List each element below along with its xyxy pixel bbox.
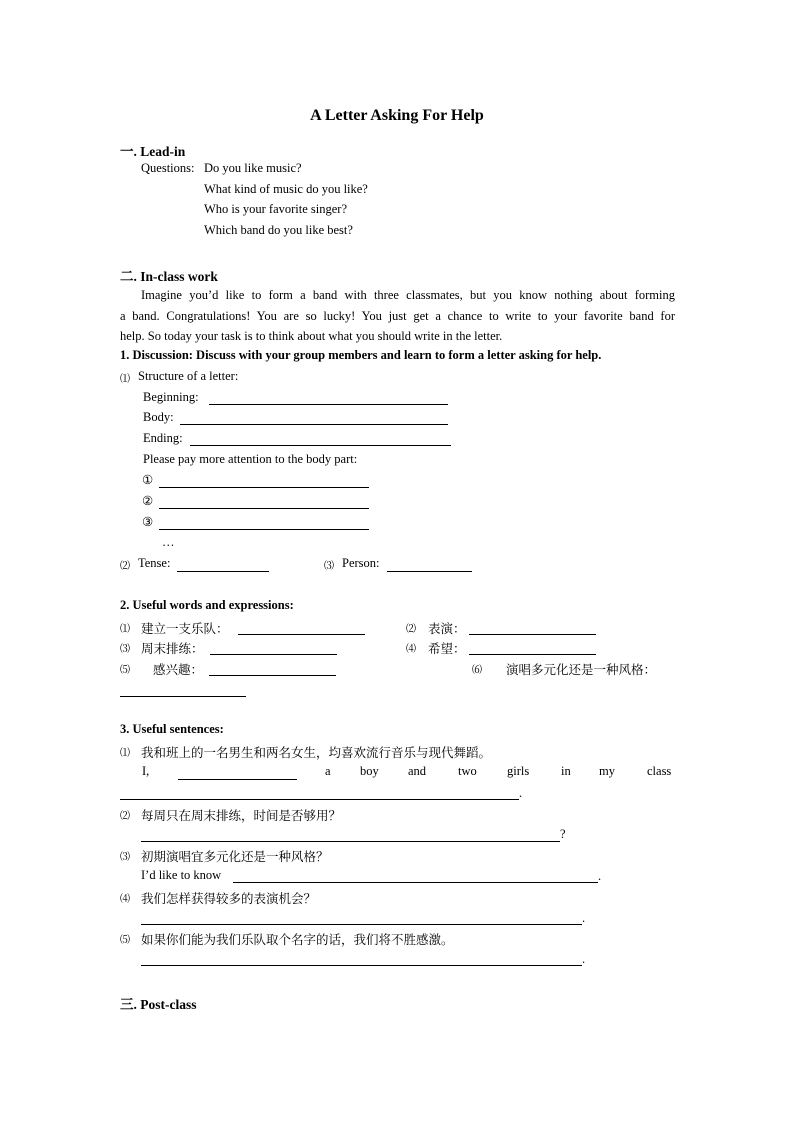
sentence-2-blank[interactable] (141, 841, 560, 842)
word-5-num: ⑸ (120, 665, 130, 676)
structure-label: Structure of a letter: (138, 369, 239, 383)
ending-label: Ending: (143, 431, 183, 445)
point-2-blank[interactable] (159, 508, 369, 509)
sentence-5-period: . (582, 952, 586, 966)
sub1-num: ⑴ (120, 374, 130, 385)
word-4-num: ⑷ (406, 644, 416, 655)
intro-line-3: help. So today your task is to think about what you should write in the letter. (120, 329, 503, 343)
intro-line-2: a band. Congratulations! You are so lucky! You just get a chance to write to your favorite band for (120, 308, 675, 323)
s1-word-two: two (458, 764, 477, 778)
person-label: Person: (342, 556, 380, 570)
person-num: ⑶ (324, 561, 334, 572)
word-1-num: ⑴ (120, 624, 130, 635)
sentence-2-num: ⑵ (120, 811, 130, 822)
sentence-2-text: 每周只在周末排练，时间是否够用？ (141, 809, 342, 823)
word-3-blank[interactable] (210, 654, 337, 655)
lead-in-heading: 一. Lead-in (120, 144, 186, 159)
point-1-blank[interactable] (159, 487, 369, 488)
s1-word-class: class (647, 764, 672, 778)
s1-word-my: my (599, 764, 615, 778)
questions-label: Questions: (141, 161, 195, 175)
sentence-3-blank[interactable] (233, 882, 598, 883)
word-3-label: 周末排练： (141, 642, 204, 656)
question-2: What kind of music do you like? (204, 182, 368, 196)
point-1-marker: ① (142, 473, 154, 487)
s1-word-boy: boy (360, 764, 379, 778)
word-2-label: 表演： (428, 622, 466, 636)
word-4-label: 希望： (428, 642, 466, 656)
sentence-2-question-mark: ? (560, 827, 566, 841)
sentence-3-prefix: I’d like to know (141, 868, 222, 882)
word-6-blank[interactable] (120, 696, 246, 697)
s1-word-i: I, (142, 764, 150, 778)
sentence-4-blank[interactable] (141, 924, 582, 925)
s1-word-in: in (561, 764, 571, 778)
s1-word-girls: girls (507, 764, 530, 778)
question-4: Which band do you like best? (204, 223, 353, 237)
sentence-1-num: ⑴ (120, 748, 130, 759)
sentence-1-blank-b[interactable] (120, 799, 519, 800)
beginning-label: Beginning: (143, 390, 199, 404)
intro-paragraph (120, 285, 675, 347)
tense-num: ⑵ (120, 561, 130, 572)
sentence-3-num: ⑶ (120, 852, 130, 863)
ending-blank[interactable] (190, 445, 451, 446)
beginning-blank[interactable] (209, 404, 448, 405)
page-title: A Letter Asking For Help (310, 107, 484, 124)
question-3: Who is your favorite singer? (204, 202, 348, 216)
s1-word-and: and (408, 764, 427, 778)
word-1-blank[interactable] (238, 634, 365, 635)
ellipsis: … (162, 535, 177, 549)
point-2-marker: ② (142, 494, 154, 508)
sentence-3-period: . (598, 869, 602, 883)
sentence-4-num: ⑷ (120, 894, 130, 905)
word-4-blank[interactable] (469, 654, 596, 655)
tense-label: Tense: (138, 556, 171, 570)
task1-heading: 1. Discussion: Discuss with your group members and learn to form a letter asking for help. (120, 348, 602, 362)
word-1-label: 建立一支乐队： (141, 622, 229, 636)
point-3-marker: ③ (142, 515, 154, 529)
sentence-5-blank[interactable] (141, 965, 582, 966)
body-blank[interactable] (180, 424, 448, 425)
sentence-3-text: 初期演唱宜多元化还是一种风格？ (141, 850, 329, 864)
task2-heading: 2. Useful words and expressions: (120, 598, 294, 612)
sentence-1-blank-a[interactable] (178, 779, 297, 780)
body-label: Body: (143, 410, 174, 424)
in-class-heading: 二. In-class work (120, 269, 218, 284)
person-blank[interactable] (387, 571, 472, 572)
word-3-num: ⑶ (120, 644, 130, 655)
post-class-heading: 三. Post-class (120, 997, 197, 1012)
task3-heading: 3. Useful sentences: (120, 722, 224, 736)
word-5-label: 感兴趣： (153, 663, 204, 677)
sentence-4-text: 我们怎样获得较多的表演机会？ (141, 892, 317, 906)
question-1: Do you like music? (204, 161, 302, 175)
body-note: Please pay more attention to the body part: (143, 452, 358, 466)
point-3-blank[interactable] (159, 529, 369, 530)
sentence-5-num: ⑸ (120, 935, 130, 946)
word-2-num: ⑵ (406, 624, 416, 635)
word-5-blank[interactable] (209, 675, 336, 676)
s1-word-a: a (325, 764, 331, 778)
word-6-num: ⑹ (472, 665, 482, 676)
word-2-blank[interactable] (469, 634, 596, 635)
tense-blank[interactable] (177, 571, 269, 572)
intro-line-1: Imagine you’d like to form a band with three classmates, but you know nothing about forming (141, 288, 675, 302)
sentence-4-period: . (582, 911, 586, 925)
sentence-5-text: 如果你们能为我们乐队取个名字的话，我们将不胜感激。 (141, 933, 454, 947)
sentence-1-period: . (519, 786, 523, 800)
sentence-1-text: 我和班上的一名男生和两名女生，均喜欢流行音乐与现代舞蹈。 (141, 746, 492, 760)
word-6-label: 演唱多元化还是一种风格： (506, 663, 657, 677)
